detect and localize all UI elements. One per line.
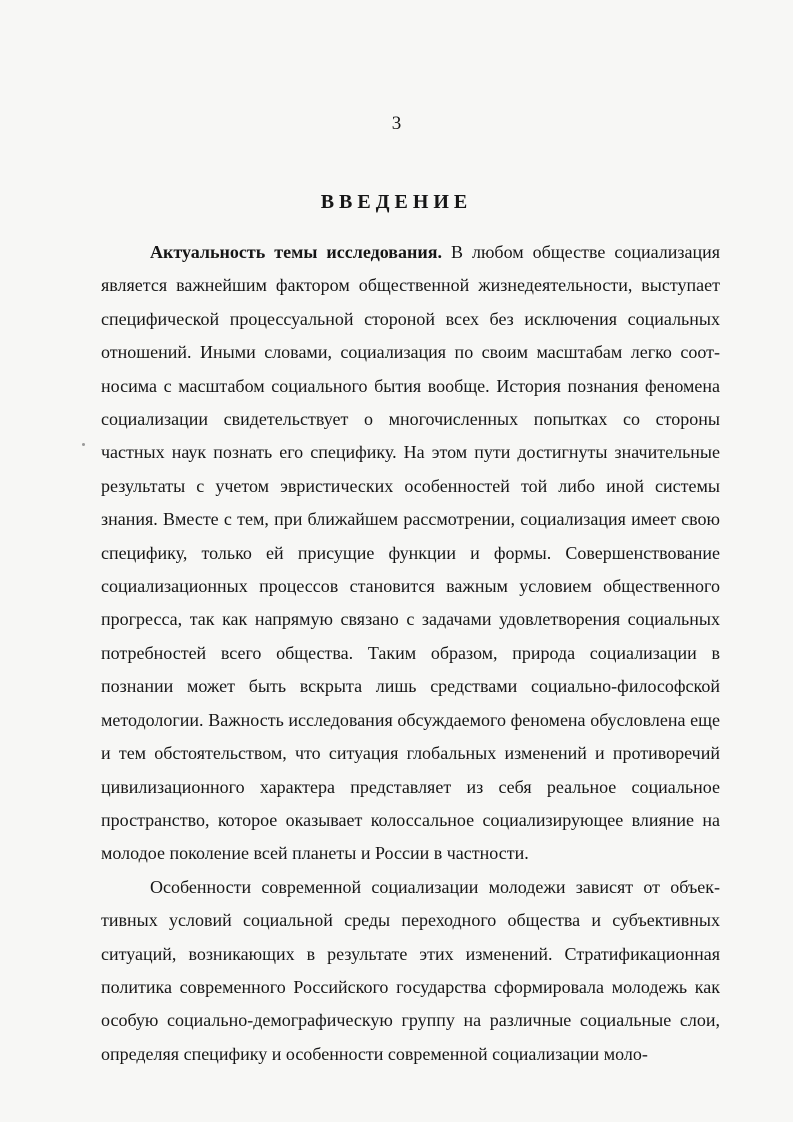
scan-speck (82, 443, 85, 446)
paragraph-relevance (101, 236, 720, 871)
paragraph-text: В любом обществе социализация является важнейшим фактором общественной жизнедеятельности, выступает специфической процессуальной стороной всех без исключения социальных отношений. Иными словами, социализация по своим масштабам легко соотносима с масштабом социального бытия вообще. История познания феномена социализации свидетельствует о многочисленных попытках со стороны частных наук познать его специфику. На этом пути достигнуты значительные результаты с учетом эвристических особенностей той либо иной системы знания. Вместе с тем, при ближайшем рассмотрении, социализация имеет свою специфику, только ей присущие функции и формы. Совершенствование социализационных процессов становится важным условием общественного прогресса, так как напрямую связано с задачами удовлетворения социальных потребностей всего общества. Таким образом, природа социализации в познании может быть вскрыта лишь средствами социально-философской методологии. Важность исследования обсуждаемого феномена обусловлена еще и тем обстоятельством, что ситуация глобальных изменений и противоречий цивилизационного характера представляет из себя реальное социальное пространство, которое оказывает колоссальное социализирующее влияние на молодое поколение всей планеты и России в частности. (101, 242, 721, 864)
paragraph-features (101, 871, 720, 1071)
paragraph-text: Особенности современной социализации молодежи зависят от объективных условий социальной среды переходного общества и субъективных ситуаций, возникающих в результате этих изменений. Стратификационная политика современного Российского государства сформировала молодежь как особую социально-демографическую группу на различные социальные слои, определяя специфику и особенности современной социализации моло- (101, 876, 720, 1064)
page-heading: ВВЕДЕНИЕ (320, 191, 473, 213)
body-text (101, 236, 720, 1071)
paragraph-lead: Актуальность темы исследования. (150, 242, 442, 262)
page-number: 3 (391, 113, 402, 134)
